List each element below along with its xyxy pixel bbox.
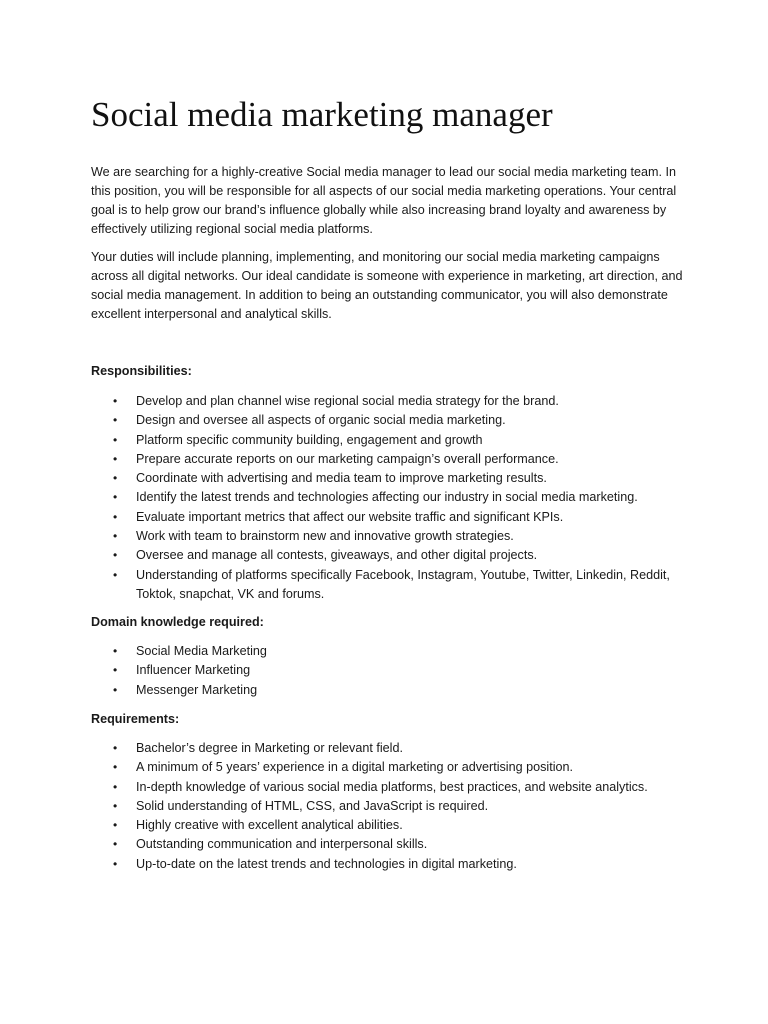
list-item — [91, 758, 691, 777]
list-item — [91, 642, 691, 661]
bullet-icon: • — [113, 644, 118, 658]
duties-paragraph: Your duties will include planning, implementing, and monitoring our social media marketing campaigns across all digital networks. Our ideal candidate is someone with experience in marketing, art direction, and social media management. In addition to being an outstanding communicator, you will also demonstrate excellent interpersonal and analytical skills. — [91, 250, 683, 321]
list-item — [91, 488, 691, 507]
bullet-icon: • — [113, 490, 118, 505]
list-item — [91, 469, 691, 488]
list-item — [91, 661, 691, 680]
list-item — [91, 855, 691, 874]
list-item-text: Work with team to brainstorm new and innovative growth strategies. — [136, 529, 514, 544]
intro-paragraph: We are searching for a highly-creative Social media manager to lead our social media marketing team. In this position, you will be responsible for all aspects of our social media marketing operations. Your central goal is to help grow our brand’s influence globally while also increasing brand loyalty and awareness by effectively utilizing regional social media platforms. — [91, 165, 677, 236]
bullet-icon: • — [113, 451, 118, 466]
bullet-icon: • — [113, 567, 118, 582]
list-item-text: Identify the latest trends and technologies affecting our industry in social media marketing. — [136, 490, 638, 505]
bullet-icon: • — [113, 413, 118, 428]
domain-knowledge-list — [91, 642, 691, 700]
list-item-text: Platform specific community building, engagement and growth — [136, 432, 483, 447]
bullet-icon: • — [113, 856, 118, 871]
list-item — [91, 411, 691, 430]
responsibilities-list — [91, 392, 691, 604]
list-item — [91, 681, 691, 700]
bullet-icon: • — [113, 779, 118, 794]
responsibilities-heading: Responsibilities: — [91, 364, 192, 378]
list-item-text: Solid understanding of HTML, CSS, and JavaScript is required. — [136, 798, 489, 813]
bullet-icon: • — [113, 394, 118, 408]
list-item — [91, 450, 691, 469]
list-item-text: Evaluate important metrics that affect our website traffic and significant KPIs. — [136, 509, 564, 524]
list-item-text: Prepare accurate reports on our marketing campaign’s overall performance. — [136, 451, 559, 466]
list-item — [91, 546, 691, 565]
bullet-icon: • — [113, 548, 118, 563]
bullet-icon: • — [113, 432, 118, 447]
list-item — [91, 816, 691, 835]
list-item — [91, 431, 691, 450]
list-item-text: Bachelor’s degree in Marketing or relevant field. — [136, 741, 403, 755]
list-item-text: Coordinate with advertising and media team to improve marketing results. — [136, 471, 547, 486]
requirements-heading: Requirements: — [91, 712, 180, 726]
list-item — [91, 835, 691, 854]
list-item-text: Highly creative with excellent analytical abilities. — [136, 818, 403, 833]
list-item-text: Oversee and manage all contests, giveaways, and other digital projects. — [136, 548, 538, 563]
list-item — [91, 508, 691, 527]
bullet-icon: • — [113, 529, 118, 544]
list-item-text: Up-to-date on the latest trends and technologies in digital marketing. — [136, 856, 517, 871]
requirements-list — [91, 739, 691, 874]
list-item — [91, 797, 691, 816]
list-item-text: Outstanding communication and interpersonal skills. — [136, 837, 428, 852]
list-item — [91, 739, 691, 758]
bullet-icon: • — [113, 837, 118, 852]
list-item-text: In-depth knowledge of various social media platforms, best practices, and website analytics. — [136, 779, 648, 794]
list-item-text: Design and oversee all aspects of organic social media marketing. — [136, 413, 506, 428]
bullet-icon: • — [113, 509, 118, 524]
list-item-text: A minimum of 5 years’ experience in a digital marketing or advertising position. — [136, 760, 574, 775]
list-item — [91, 527, 691, 546]
bullet-icon: • — [113, 798, 118, 813]
document-title: Social media marketing manager — [91, 95, 553, 134]
bullet-icon: • — [113, 682, 118, 697]
list-item — [91, 566, 691, 605]
list-item-text: Messenger Marketing — [136, 682, 258, 697]
list-item-text: Understanding of platforms specifically Facebook, Instagram, Youtube, Twitter, Linkedin, Reddit, Toktok, snapchat, VK and forums. — [136, 567, 670, 601]
bullet-icon: • — [113, 760, 118, 775]
list-item-text: Social Media Marketing — [136, 644, 267, 658]
bullet-icon: • — [113, 663, 118, 678]
list-item — [91, 778, 691, 797]
bullet-icon: • — [113, 741, 118, 755]
domain-knowledge-heading: Domain knowledge required: — [91, 615, 264, 629]
bullet-icon: • — [113, 818, 118, 833]
bullet-icon: • — [113, 471, 118, 486]
list-item-text: Develop and plan channel wise regional social media strategy for the brand. — [136, 394, 559, 408]
list-item — [91, 392, 691, 411]
list-item-text: Influencer Marketing — [136, 663, 251, 678]
